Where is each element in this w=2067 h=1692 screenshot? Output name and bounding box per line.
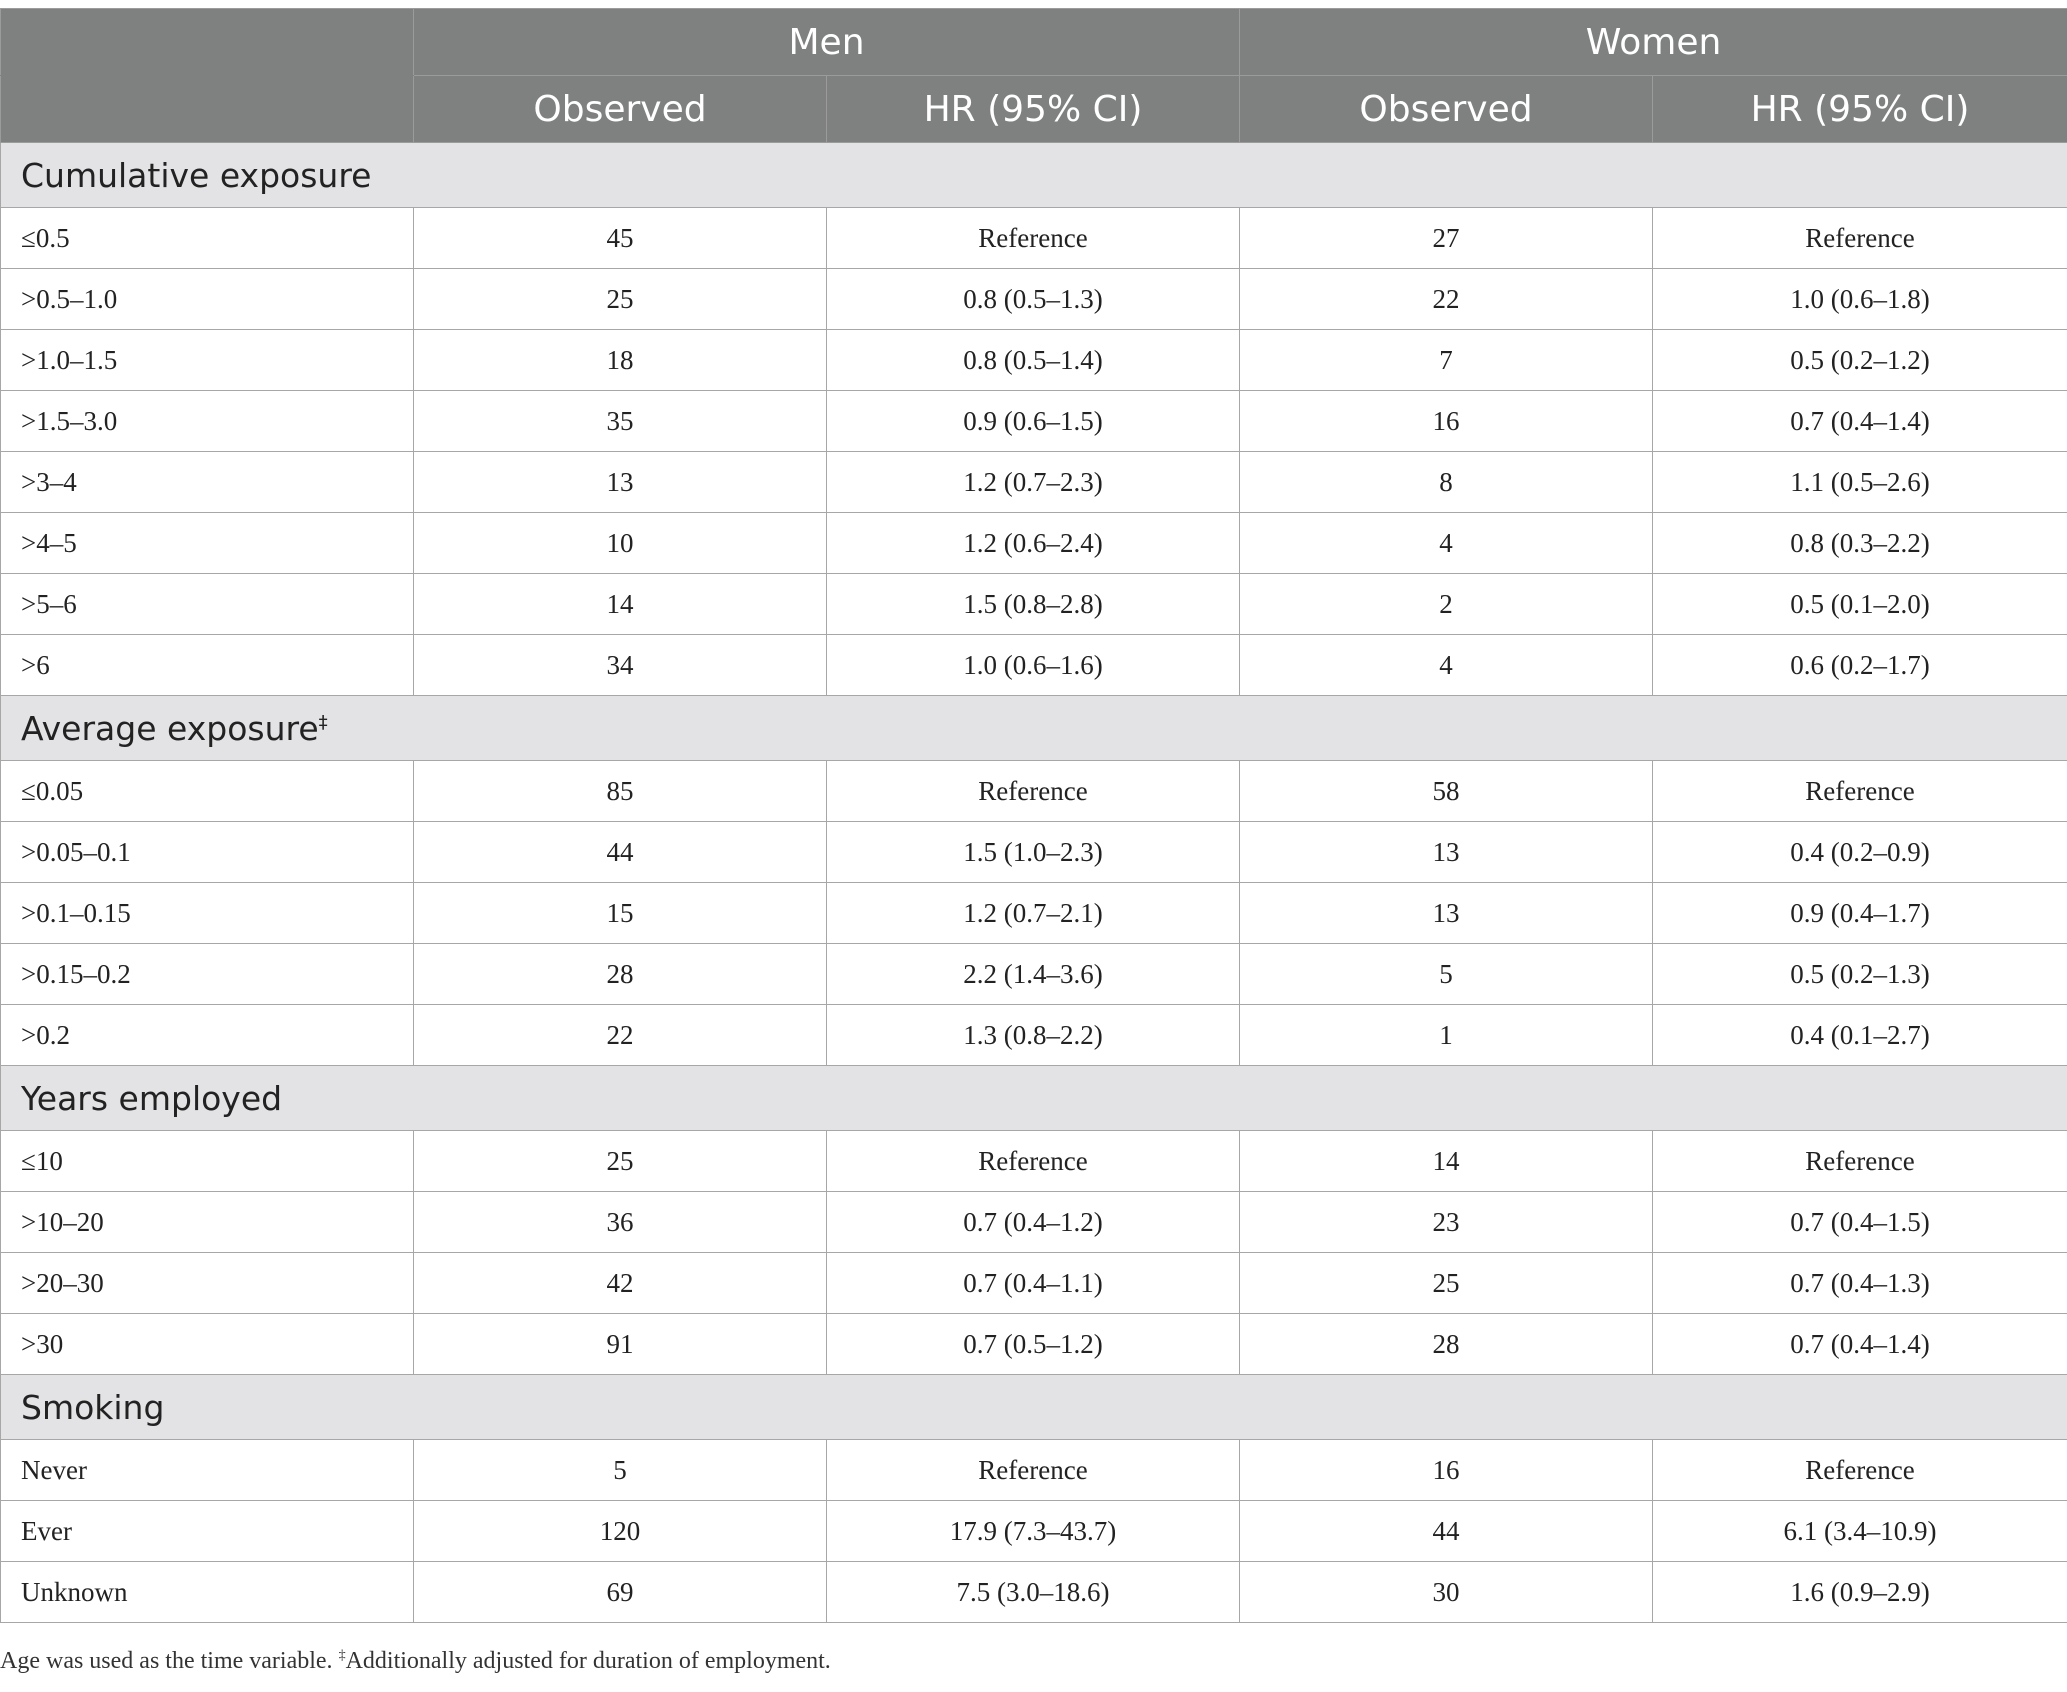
table-row <box>1 208 2067 269</box>
table-row <box>1 1314 2067 1375</box>
men-hr-cell: 1.5 (1.0–2.3) <box>827 822 1240 883</box>
men-observed-cell: 91 <box>414 1314 827 1375</box>
header-group-row <box>1 9 2067 76</box>
women-hr-cell: 0.4 (0.1–2.7) <box>1653 1005 2067 1066</box>
women-observed-cell: 4 <box>1240 513 1653 574</box>
men-observed-cell: 14 <box>414 574 827 635</box>
men-hr-cell: 1.2 (0.6–2.4) <box>827 513 1240 574</box>
men-hr-cell: 0.7 (0.4–1.2) <box>827 1192 1240 1253</box>
men-hr-cell: 1.2 (0.7–2.1) <box>827 883 1240 944</box>
men-hr-cell: 0.7 (0.4–1.1) <box>827 1253 1240 1314</box>
table-row <box>1 1501 2067 1562</box>
men-observed-cell: 36 <box>414 1192 827 1253</box>
table-row <box>1 1005 2067 1066</box>
section-heading <box>1 1375 2067 1440</box>
men-hr-cell: 1.5 (0.8–2.8) <box>827 574 1240 635</box>
header-blank-cell <box>1 76 414 143</box>
women-observed-cell: 25 <box>1240 1253 1653 1314</box>
section-row <box>1 143 2067 208</box>
men-observed-cell: 25 <box>414 1131 827 1192</box>
women-hr-cell: 0.4 (0.2–0.9) <box>1653 822 2067 883</box>
men-hr-cell: 0.9 (0.6–1.5) <box>827 391 1240 452</box>
women-hr-cell: 0.7 (0.4–1.5) <box>1653 1192 2067 1253</box>
women-observed-cell: 23 <box>1240 1192 1653 1253</box>
row-label: ≤10 <box>1 1131 414 1192</box>
men-hr-cell: 1.0 (0.6–1.6) <box>827 635 1240 696</box>
footnote-marker: ‡ <box>338 1648 346 1663</box>
women-hr-cell: 0.6 (0.2–1.7) <box>1653 635 2067 696</box>
men-hr-cell: 7.5 (3.0–18.6) <box>827 1562 1240 1623</box>
women-hr-cell: 1.6 (0.9–2.9) <box>1653 1562 2067 1623</box>
men-hr-cell: Reference <box>827 761 1240 822</box>
table-row <box>1 391 2067 452</box>
table-row <box>1 883 2067 944</box>
row-label: >0.15–0.2 <box>1 944 414 1005</box>
women-observed-cell: 28 <box>1240 1314 1653 1375</box>
row-label: ≤0.5 <box>1 208 414 269</box>
row-label: >0.2 <box>1 1005 414 1066</box>
men-hr-cell: 0.8 (0.5–1.3) <box>827 269 1240 330</box>
row-label: >0.05–0.1 <box>1 822 414 883</box>
header-blank-cell <box>1 9 414 76</box>
section-footnote-marker: ‡ <box>318 711 328 733</box>
section-heading <box>1 1066 2067 1131</box>
men-observed-cell: 42 <box>414 1253 827 1314</box>
header-women-observed: Observed <box>1240 76 1653 143</box>
women-hr-cell: 0.5 (0.2–1.3) <box>1653 944 2067 1005</box>
table-row <box>1 1253 2067 1314</box>
women-observed-cell: 22 <box>1240 269 1653 330</box>
row-label: Never <box>1 1440 414 1501</box>
women-hr-cell: 0.7 (0.4–1.4) <box>1653 1314 2067 1375</box>
women-hr-cell: Reference <box>1653 208 2067 269</box>
table-row <box>1 822 2067 883</box>
women-hr-cell: 6.1 (3.4–10.9) <box>1653 1501 2067 1562</box>
women-observed-cell: 16 <box>1240 1440 1653 1501</box>
women-hr-cell: Reference <box>1653 761 2067 822</box>
section-title: Smoking <box>21 1387 165 1427</box>
results-table <box>0 8 2067 1623</box>
row-label: >20–30 <box>1 1253 414 1314</box>
women-hr-cell: 0.5 (0.2–1.2) <box>1653 330 2067 391</box>
men-hr-cell: 17.9 (7.3–43.7) <box>827 1501 1240 1562</box>
header-men-observed: Observed <box>414 76 827 143</box>
men-observed-cell: 5 <box>414 1440 827 1501</box>
table-row <box>1 330 2067 391</box>
table-row <box>1 1562 2067 1623</box>
men-observed-cell: 15 <box>414 883 827 944</box>
women-observed-cell: 30 <box>1240 1562 1653 1623</box>
men-hr-cell: 0.7 (0.5–1.2) <box>827 1314 1240 1375</box>
row-label: >4–5 <box>1 513 414 574</box>
men-observed-cell: 10 <box>414 513 827 574</box>
section-title: Average exposure <box>21 708 319 748</box>
men-observed-cell: 13 <box>414 452 827 513</box>
women-observed-cell: 7 <box>1240 330 1653 391</box>
row-label: >5–6 <box>1 574 414 635</box>
women-observed-cell: 44 <box>1240 1501 1653 1562</box>
row-label: ≤0.05 <box>1 761 414 822</box>
men-hr-cell: Reference <box>827 1440 1240 1501</box>
women-observed-cell: 58 <box>1240 761 1653 822</box>
women-hr-cell: 0.9 (0.4–1.7) <box>1653 883 2067 944</box>
men-observed-cell: 28 <box>414 944 827 1005</box>
women-hr-cell: 1.1 (0.5–2.6) <box>1653 452 2067 513</box>
men-hr-cell: 0.8 (0.5–1.4) <box>827 330 1240 391</box>
men-observed-cell: 35 <box>414 391 827 452</box>
section-title: Years employed <box>21 1078 283 1118</box>
women-hr-cell: 0.8 (0.3–2.2) <box>1653 513 2067 574</box>
table-row <box>1 944 2067 1005</box>
women-observed-cell: 5 <box>1240 944 1653 1005</box>
men-hr-cell: 1.2 (0.7–2.3) <box>827 452 1240 513</box>
women-hr-cell: 0.7 (0.4–1.3) <box>1653 1253 2067 1314</box>
table-row <box>1 574 2067 635</box>
table-row <box>1 1192 2067 1253</box>
row-label: >10–20 <box>1 1192 414 1253</box>
women-hr-cell: Reference <box>1653 1131 2067 1192</box>
women-hr-cell: Reference <box>1653 1440 2067 1501</box>
footnote-text: Age was used as the time variable. <box>0 1648 339 1674</box>
men-observed-cell: 22 <box>414 1005 827 1066</box>
table-footnote <box>0 1648 831 1675</box>
table-row <box>1 452 2067 513</box>
men-observed-cell: 44 <box>414 822 827 883</box>
section-heading <box>1 696 2067 761</box>
men-hr-cell: 2.2 (1.4–3.6) <box>827 944 1240 1005</box>
section-row <box>1 1066 2067 1131</box>
row-label: >6 <box>1 635 414 696</box>
footnote-text-2: Additionally adjusted for duration of employment. <box>345 1648 831 1674</box>
women-observed-cell: 13 <box>1240 883 1653 944</box>
table-row <box>1 1131 2067 1192</box>
table-header <box>1 9 2067 143</box>
men-observed-cell: 69 <box>414 1562 827 1623</box>
row-label: >0.5–1.0 <box>1 269 414 330</box>
women-hr-cell: 1.0 (0.6–1.8) <box>1653 269 2067 330</box>
row-label: >0.1–0.15 <box>1 883 414 944</box>
women-observed-cell: 27 <box>1240 208 1653 269</box>
men-observed-cell: 34 <box>414 635 827 696</box>
row-label: Unknown <box>1 1562 414 1623</box>
header-women-hr: HR (95% CI) <box>1653 76 2067 143</box>
table-row <box>1 761 2067 822</box>
table-row <box>1 1440 2067 1501</box>
women-hr-cell: 0.7 (0.4–1.4) <box>1653 391 2067 452</box>
men-hr-cell: 1.3 (0.8–2.2) <box>827 1005 1240 1066</box>
header-women: Women <box>1240 9 2067 76</box>
section-row <box>1 696 2067 761</box>
table-body <box>1 143 2067 1623</box>
row-label: >30 <box>1 1314 414 1375</box>
header-men: Men <box>414 9 1240 76</box>
table-row <box>1 635 2067 696</box>
section-row <box>1 1375 2067 1440</box>
row-label: >1.0–1.5 <box>1 330 414 391</box>
women-observed-cell: 14 <box>1240 1131 1653 1192</box>
table-row <box>1 269 2067 330</box>
women-observed-cell: 4 <box>1240 635 1653 696</box>
women-observed-cell: 2 <box>1240 574 1653 635</box>
women-observed-cell: 1 <box>1240 1005 1653 1066</box>
men-observed-cell: 85 <box>414 761 827 822</box>
men-hr-cell: Reference <box>827 1131 1240 1192</box>
section-heading <box>1 143 2067 208</box>
men-hr-cell: Reference <box>827 208 1240 269</box>
table-row <box>1 513 2067 574</box>
row-label: >1.5–3.0 <box>1 391 414 452</box>
row-label: >3–4 <box>1 452 414 513</box>
header-men-hr: HR (95% CI) <box>827 76 1240 143</box>
header-column-row <box>1 76 2067 143</box>
men-observed-cell: 18 <box>414 330 827 391</box>
women-observed-cell: 8 <box>1240 452 1653 513</box>
women-observed-cell: 16 <box>1240 391 1653 452</box>
section-title: Cumulative exposure <box>21 155 372 195</box>
men-observed-cell: 45 <box>414 208 827 269</box>
men-observed-cell: 120 <box>414 1501 827 1562</box>
men-observed-cell: 25 <box>414 269 827 330</box>
row-label: Ever <box>1 1501 414 1562</box>
women-hr-cell: 0.5 (0.1–2.0) <box>1653 574 2067 635</box>
women-observed-cell: 13 <box>1240 822 1653 883</box>
